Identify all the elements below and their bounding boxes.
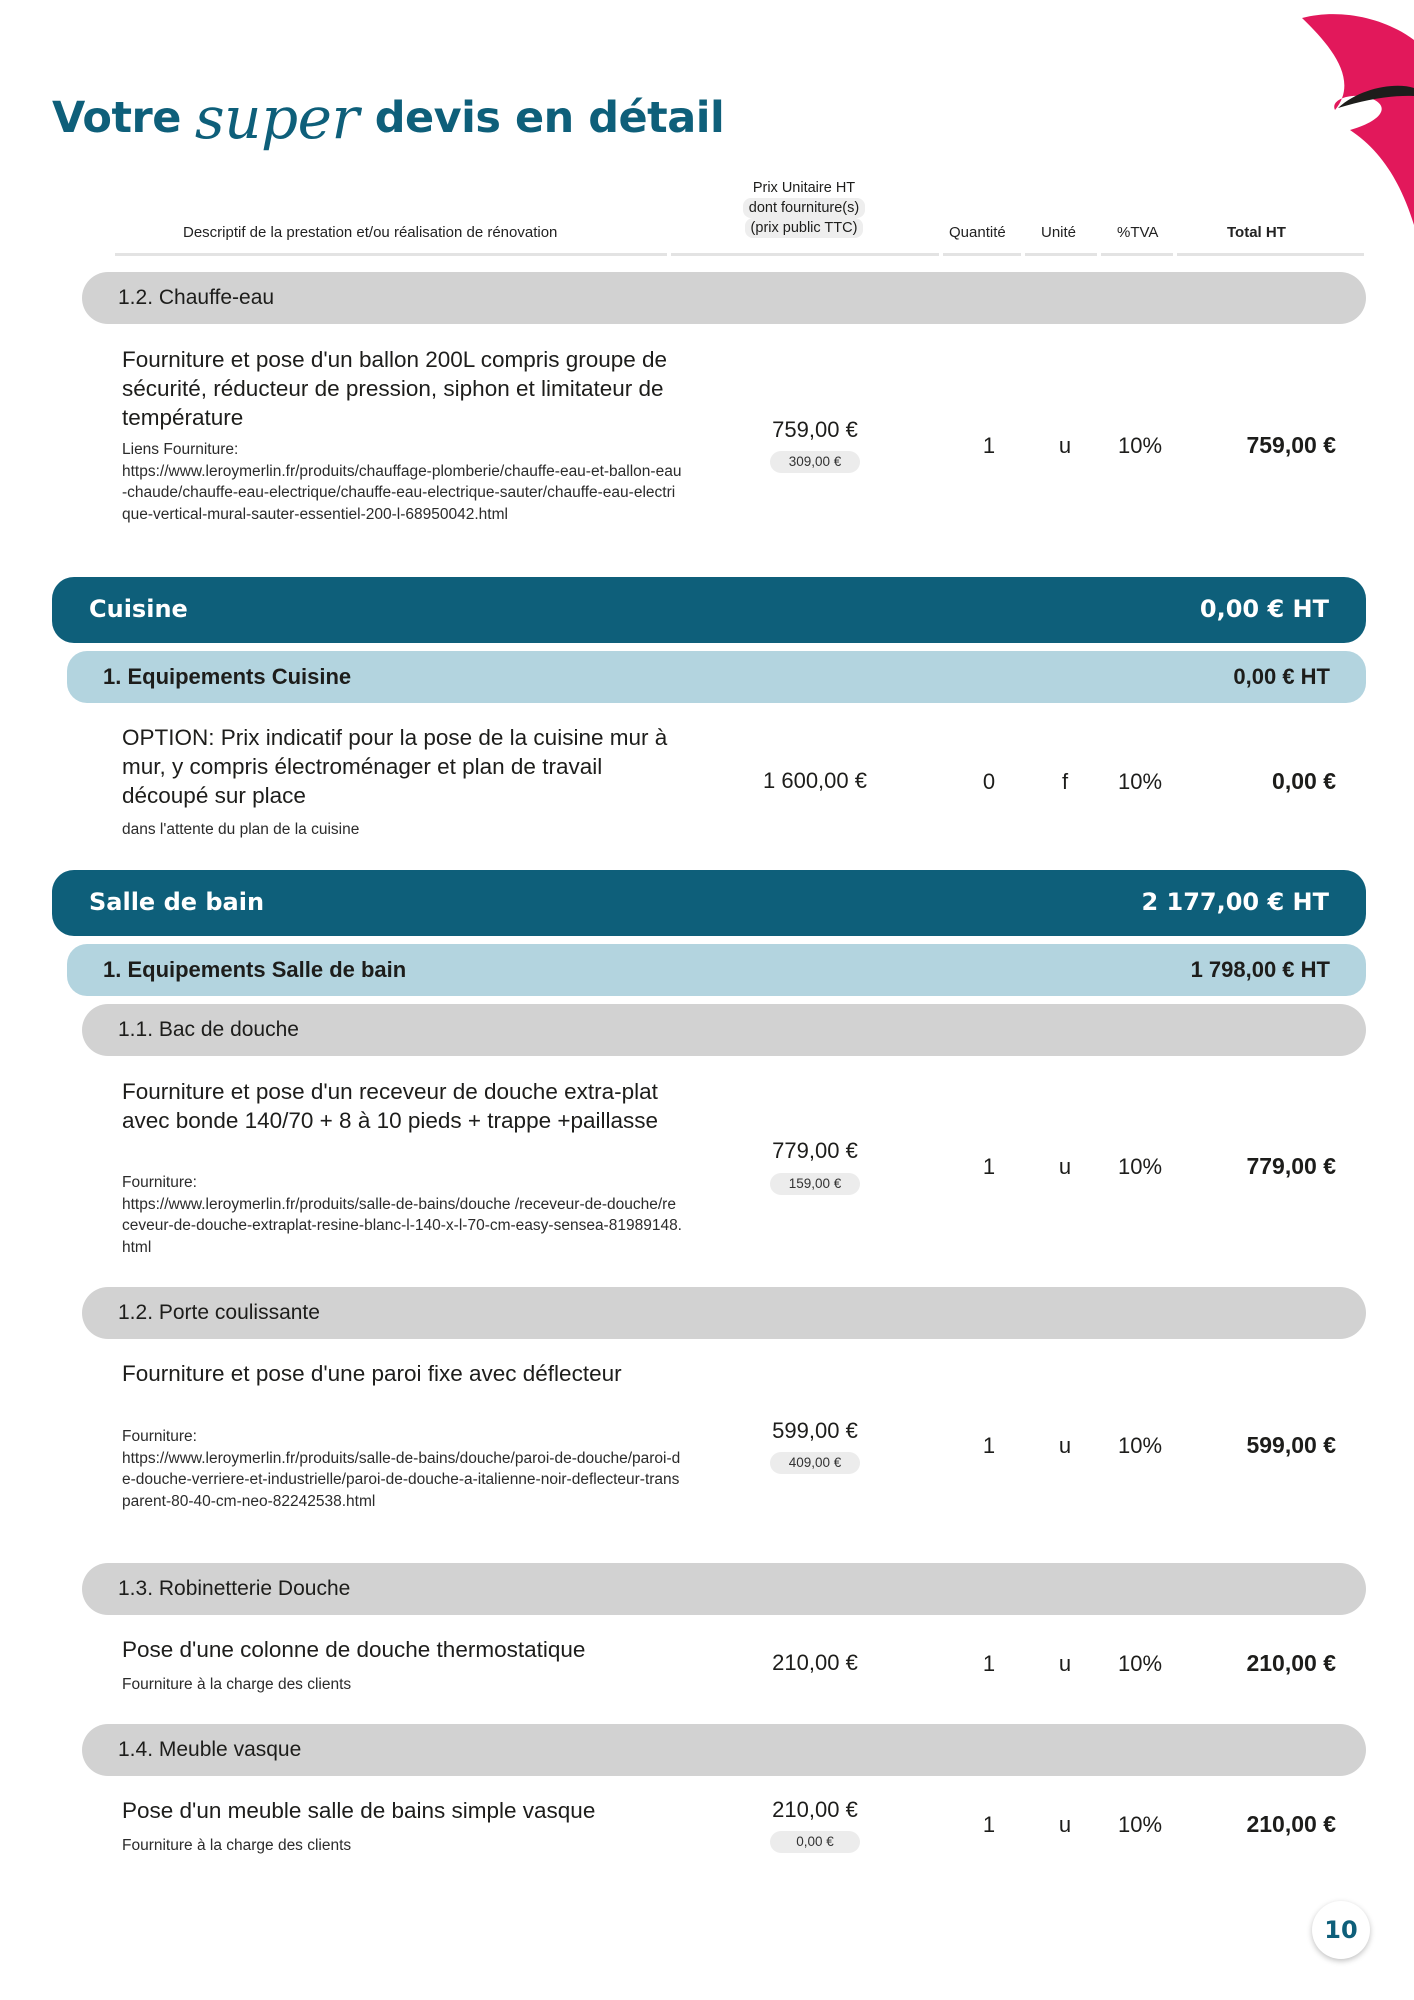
subsection-label: 1.4. Meuble vasque [118,1738,302,1761]
header-divider [671,253,939,256]
item-total: 210,00 € [1246,1650,1336,1676]
subsection-band-robinetterie [82,1563,1366,1615]
subsection-label: 1.1. Bac de douche [118,1018,299,1041]
note-label: Fourniture: [122,1428,197,1445]
item-quantity: 0 [982,769,996,794]
item-description: Pose d'une colonne de douche thermostatique [122,1637,586,1662]
item-description: Fourniture et pose d'un ballon 200L compris groupe de sécurité, réducteur de pression, siphon et limitateur de température [122,347,668,430]
item-total: 779,00 € [1246,1153,1336,1179]
item-unit-price: 1 600,00 € [763,768,867,793]
item-total: 599,00 € [1246,1432,1336,1458]
subsection-label: 1.2. Chauffe-eau [118,286,275,309]
subsection-label: 1.2. Porte coulissante [118,1301,320,1324]
item-unit: f [1061,769,1069,794]
group-total: 1 798,00 € HT [1190,957,1330,982]
item-description: Pose d'un meuble salle de bains simple vasque [122,1798,596,1823]
note-url: https://www.leroymerlin.fr/produits/salle-de-bains/douche/paroi-de-douche/paroi-de-douche-verriere-et-industrielle/paroi-de-douche-a-italienne-noir-deflecteur-transparent-80-40-cm-neo-82242538.html [122,1449,681,1510]
item-quantity: 1 [982,433,996,458]
header-divider [1177,253,1364,256]
group-label: 1. Equipements Cuisine [103,664,352,689]
item-note [122,1426,682,1512]
subsection-band-bac-de-douche [82,1004,1366,1056]
col-header-description: Descriptif de la prestation et/ou réalisation de rénovation [183,224,558,241]
item-tva: 10% [1117,1651,1163,1676]
item-description: Fourniture et pose d'un receveur de douche extra-plat avec bonde 140/70 + 8 à 10 pieds + trappe +paillasse [122,1079,659,1133]
header-divider [115,253,667,256]
item-description: Fourniture et pose d'une paroi fixe avec déflecteur [122,1361,622,1386]
header-divider [943,253,1021,256]
item-quantity: 1 [982,1433,996,1458]
item-total: 210,00 € [1246,1811,1336,1837]
group-label: 1. Equipements Salle de bain [103,957,407,982]
item-unit: u [1058,433,1072,458]
section-total: 0,00 € HT [1199,595,1329,623]
item-tva: 10% [1117,1812,1163,1837]
item-unit: u [1058,1433,1072,1458]
item-unit: u [1058,1812,1072,1837]
subsection-band-meuble-vasque [82,1724,1366,1776]
item-total: 0,00 € [1272,768,1336,794]
item-unit-price: 210,00 € [772,1797,858,1822]
section-total: 2 177,00 € HT [1141,888,1329,916]
item-unit: u [1058,1651,1072,1676]
item-supply-price: 309,00 € [770,451,860,473]
note-label: Liens Fourniture: [122,441,239,458]
subsection-label: 1.3. Robinetterie Douche [118,1577,351,1600]
subsection-band-porte-coulissante [82,1287,1366,1339]
header-divider [1025,253,1097,256]
group-band-equipements-cuisine [67,651,1366,703]
header-divider [1101,253,1173,256]
col-header-unite: Unité [1041,224,1077,241]
decorative-pink-shape [1290,0,1414,230]
title-part2: devis en détail [374,93,725,143]
col-header-tva: %TVA [1117,224,1159,241]
item-unit-price: 210,00 € [772,1650,858,1675]
page-number: 10 [1312,1901,1370,1959]
item-quantity: 1 [982,1154,996,1179]
section-label: Salle de bain [89,888,265,916]
item-tva: 10% [1117,1154,1163,1179]
title-script-word: super [194,84,359,152]
item-quantity: 1 [982,1812,996,1837]
group-total: 0,00 € HT [1233,664,1330,689]
item-quantity: 1 [982,1651,996,1676]
item-unit-price: 779,00 € [772,1138,858,1163]
section-band-salle-de-bain [52,870,1366,936]
item-note: dans l'attente du plan de la cuisine [122,821,360,838]
page-title [52,78,725,152]
item-supply-price: 0,00 € [770,1831,860,1853]
item-description: OPTION: Prix indicatif pour la pose de la cuisine mur à mur, y compris électroménager et plan de travail découpé sur place [122,725,668,808]
item-supply-price: 409,00 € [770,1452,860,1474]
col-header-quantite: Quantité [949,224,1006,241]
note-label: Fourniture: [122,1174,197,1191]
col-header-total: Total HT [1227,224,1286,241]
item-tva: 10% [1117,1433,1163,1458]
item-note: Fourniture à la charge des clients [122,1837,352,1854]
col-header-prix-line3: (prix public TTC) [745,218,864,238]
item-note [122,1172,682,1258]
item-unit-price: 759,00 € [772,417,858,442]
note-url: https://www.leroymerlin.fr/produits/chauffage-plomberie/chauffe-eau-et-ballon-eau-chaude/chauffe-eau-electrique/chauffe-eau-electrique-sauter/chauffe-eau-electrique-vertical-mural-sauter-essentiel-200-l-68950042.html [122,462,682,523]
item-note: Fourniture à la charge des clients [122,1676,352,1693]
subsection-band-chauffe-eau [82,272,1366,324]
note-url: https://www.leroymerlin.fr/produits/salle-de-bains/douche /receveur-de-douche/receveur-de-douche-extraplat-resine-blanc-l-140-x-l-70-cm-easy-sensea-81989148.html [122,1195,682,1256]
col-header-prix-line2: dont fourniture(s) [743,198,865,218]
item-unit: u [1058,1154,1072,1179]
item-tva: 10% [1117,769,1163,794]
item-total: 759,00 € [1246,432,1336,458]
item-unit-price: 599,00 € [772,1418,858,1443]
item-tva: 10% [1117,433,1163,458]
group-band-equipements-salle-de-bain [67,944,1366,996]
col-header-prix-line1: Prix Unitaire HT [752,180,856,196]
col-header-prix [728,178,880,244]
item-note [122,439,682,525]
section-label: Cuisine [89,595,188,623]
item-supply-price: 159,00 € [770,1173,860,1195]
section-band-cuisine [52,577,1366,643]
title-part1: Votre [52,93,181,143]
